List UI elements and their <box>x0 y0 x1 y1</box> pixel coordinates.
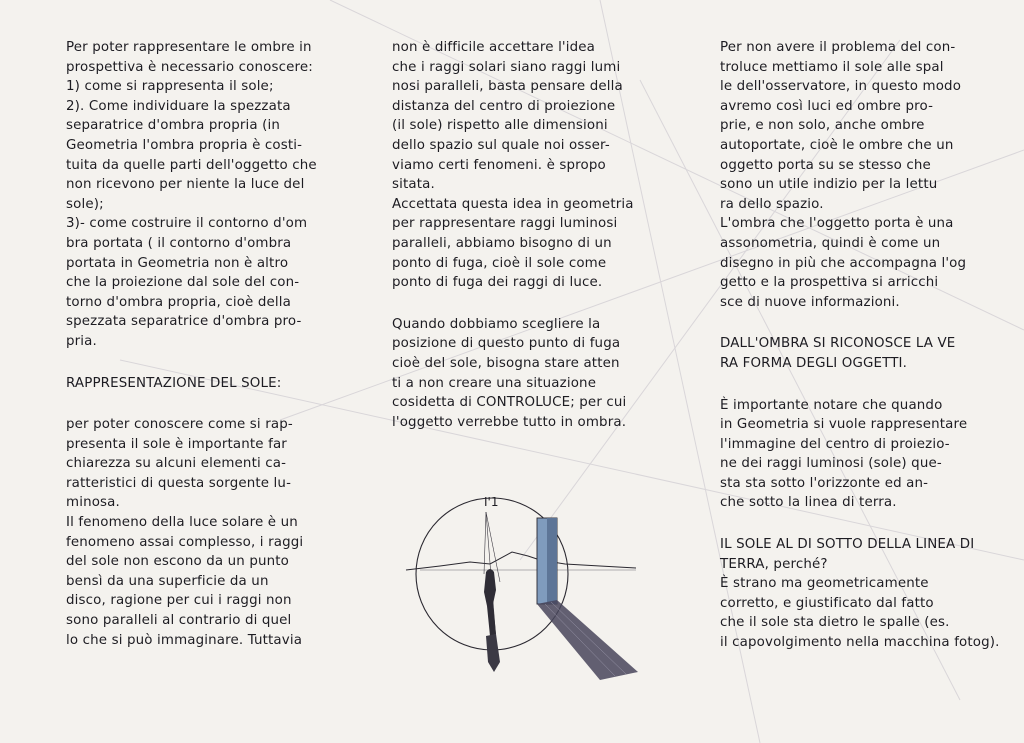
text-line: bensì da una superficie da un <box>66 573 269 589</box>
intro-paragraph <box>66 38 356 352</box>
text-line: che la proiezione dal sole del con- <box>66 275 300 291</box>
text-line: dello spazio sul quale noi osser- <box>392 137 610 153</box>
text-line: L'ombra che l'oggetto porta è una <box>720 216 954 232</box>
text-line: minosa. <box>66 495 120 511</box>
text-line: RA FORMA DEGLI OGGETTI. <box>720 355 908 371</box>
text-line: non ricevono per niente la luce del <box>66 177 305 193</box>
text-line: getto e la prospettiva si arricchi <box>720 275 939 291</box>
text-line: presenta il sole è importante far <box>66 436 287 452</box>
text-line: troluce mettiamo il sole alle spal <box>720 59 944 75</box>
text-line: 2). Come individuare la spezzata <box>66 98 291 114</box>
text-line: paralleli, abbiamo bisogno di un <box>392 235 612 251</box>
text-line: prospettiva è necessario conoscere: <box>66 59 313 75</box>
text-line: (il sole) rispetto alle dimensioni <box>392 118 608 134</box>
horizon-line <box>406 552 636 570</box>
figure-shadow <box>486 634 500 672</box>
text-line: per poter conoscere come si rap- <box>66 417 293 433</box>
text-line: viamo certi fenomeni. è spropo <box>392 157 606 173</box>
text-line: avremo così luci ed ombre pro- <box>720 98 934 114</box>
text-line: tuita da quelle parti dell'oggetto che <box>66 157 317 173</box>
text-line: l'immagine del centro di proiezio- <box>720 436 950 452</box>
text-line: sce di nuove informazioni. <box>720 294 900 310</box>
text-line: per rappresentare raggi luminosi <box>392 216 618 232</box>
text-line: in Geometria si vuole rappresentare <box>720 417 968 433</box>
text-line: che i raggi solari siano raggi lumi <box>392 59 621 75</box>
shadow-sketch <box>400 490 660 690</box>
text-line: sta sta sotto l'orizzonte ed an- <box>720 475 929 491</box>
text-line: sitata. <box>392 177 435 193</box>
text-line: posizione di questo punto di fuga <box>392 336 621 352</box>
column-left <box>66 38 356 650</box>
text-line: oggetto porta su se stesso che <box>720 157 931 173</box>
text-line: IL SOLE AL DI SOTTO DELLA LINEA DI <box>720 537 975 553</box>
text-line: lo che si può immaginare. Tuttavia <box>66 632 303 648</box>
text-line: distanza del centro di proiezione <box>392 98 616 114</box>
sun-paragraph <box>66 415 356 650</box>
text-line: Per non avere il problema del con- <box>720 40 956 55</box>
shadow-paragraph <box>720 38 1010 312</box>
text-line: nosi paralleli, basta pensare della <box>392 79 623 95</box>
text-line: non è difficile accettare l'idea <box>392 40 596 55</box>
text-line: Il fenomeno della luce solare è un <box>66 515 298 531</box>
text-line: ratteristici di questa sorgente lu- <box>66 475 292 491</box>
text-line: cosidetta di CONTROLUCE; per cui <box>392 395 627 411</box>
text-line: ti a non creare una situazione <box>392 375 597 391</box>
text-line: del sole non escono da un punto <box>66 554 289 570</box>
text-line: autoportate, cioè le ombre che un <box>720 137 954 153</box>
text-line: disegno in più che accompagna l'og <box>720 255 967 271</box>
prism-shadow <box>537 600 638 680</box>
text-line: sono paralleli al contrario di quel <box>66 613 292 629</box>
column-middle <box>392 38 684 432</box>
text-line: torno d'ombra propria, cioè della <box>66 294 291 310</box>
text-line: ne dei raggi luminosi (sole) que- <box>720 456 942 472</box>
text-line: sole); <box>66 196 104 212</box>
projection-paragraph <box>720 396 1010 514</box>
text-line: bra portata ( il contorno d'ombra <box>66 235 292 251</box>
text-line: Quando dobbiamo scegliere la <box>392 316 601 332</box>
text-line: pria. <box>66 333 97 349</box>
text-line: 1) come si rappresenta il sole; <box>66 79 274 95</box>
text-line: È importante notare che quando <box>720 397 943 413</box>
text-line: corretto, e giustificato dal fatto <box>720 595 934 611</box>
text-line: sono un utile indizio per la lettu <box>720 177 938 193</box>
text-line: fenomeno assai complesso, i raggi <box>66 534 304 550</box>
section-heading: RAPPRESENTAZIONE DEL SOLE: <box>66 375 282 391</box>
text-line: ponto di fuga dei raggi di luce. <box>392 275 603 291</box>
parallel-rays-paragraph <box>392 38 684 293</box>
text-line: separatrice d'ombra propria (in <box>66 118 281 134</box>
text-line: le dell'osservatore, in questo modo <box>720 79 962 95</box>
text-line: chiarezza su alcuni elementi ca- <box>66 456 287 472</box>
sketch-label: I'1 <box>484 495 499 509</box>
text-line: l'oggetto verrebbe tutto in ombra. <box>392 414 627 430</box>
column-right <box>720 38 1010 653</box>
text-line: portata in Geometria non è altro <box>66 255 289 271</box>
text-line: che sotto la linea di terra. <box>720 495 897 511</box>
text-line: il capovolgimento nella macchina fotog). <box>720 635 1000 651</box>
text-line: TERRA, perché? <box>720 556 828 572</box>
text-line: che il sole sta dietro le spalle (es. <box>720 615 950 631</box>
text-line: DALL'OMBRA SI RICONOSCE LA VE <box>720 336 956 352</box>
text-line: prie, e non solo, anche ombre <box>720 118 925 134</box>
text-line: disco, ragione per cui i raggi non <box>66 593 292 609</box>
text-line: È strano ma geometricamente <box>720 576 929 592</box>
text-line: assonometria, quindi è come un <box>720 235 941 251</box>
text-line: Per poter rappresentare le ombre in <box>66 40 312 55</box>
text-line: spezzata separatrice d'ombra pro- <box>66 314 302 330</box>
text-line: 3)- come costruire il contorno d'om <box>66 216 308 232</box>
figure-icon <box>484 569 496 636</box>
text-line: cioè del sole, bisogna stare atten <box>392 355 620 371</box>
backlight-paragraph <box>392 315 684 433</box>
section-heading <box>720 334 1010 373</box>
text-line: ponto di fuga, cioè il sole come <box>392 255 607 271</box>
text-line: ra dello spazio. <box>720 196 824 212</box>
text-line: Accettata questa idea in geometria <box>392 196 634 212</box>
text-line: Geometria l'ombra propria è costi- <box>66 137 303 153</box>
sun-below-paragraph <box>720 535 1010 653</box>
